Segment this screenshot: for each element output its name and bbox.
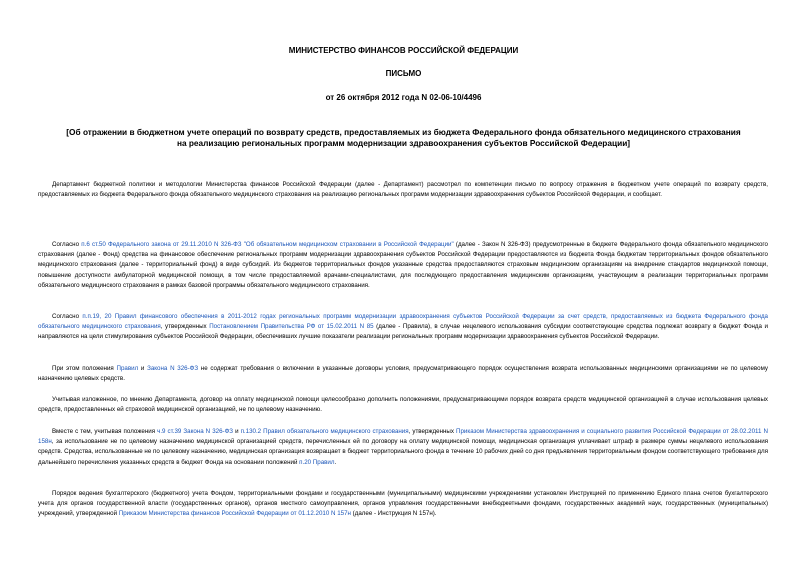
paragraph-4	[38, 364, 768, 384]
p3-text-1: Согласно	[52, 313, 83, 320]
p2-link-law-326[interactable]: п.6 ст.50 Федерального закона от 29.11.2010 N 326-ФЗ "Об обязательном медицинском страховании в Российской Федерации"	[81, 241, 454, 248]
ministry-heading: МИНИСТЕРСТВО ФИНАНСОВ РОССИЙСКОЙ ФЕДЕРАЦИИ	[288, 46, 519, 55]
document-type: ПИСЬМО	[385, 69, 422, 78]
paragraph-1	[38, 180, 768, 200]
p4-text-2: и	[138, 365, 148, 372]
paragraph-6	[38, 427, 768, 468]
p2-text-2: (далее - Закон N 326-ФЗ) предусмотренные в бюджете Федерального фонда обязательного медицинского страхования (далее - Фонд) средства на финансовое обеспечение региональных программ модернизации здравоохранения субъектов Российской Федерации предоставляются из бюджета Фонда бюджетам территориальных фондов обязательного медицинского страхования (далее - территориальный фонд) в виде субсидий. Из бюджетов территориальных фондов указанные средства предоставляются страховым медицинским организациям на внедрение стандартов медицинской помощи, повышение доступности амбулаторной медицинской помощи, в том числе предоставляемой врачами-специалистами, для последующего предоставления медицинским организациям, участвующим в реализации территориальных программ обязательного медицинского страхования в рамках базовой программы обязательного медицинского страхования.	[38, 241, 768, 289]
document-date-number: от 26 октября 2012 года N 02-06-10/4496	[325, 93, 482, 102]
p3-text-2: , утвержденных	[160, 323, 210, 331]
p6-text-5: .	[334, 458, 337, 466]
p7-text-1: Порядок ведения бухгалтерского (бюджетного) учета Фондом, территориальными фондами и государственными (муниципальными) медицинскими учреждениями установлен Инструкцией по применению Единого плана счетов бухгалтерского учета для органов государственной власти (государственных органов), органов местного самоуправления, органов управления государственными внебюджетными фондами, государственных академий наук, государственных (муниципальных) учреждений, утвержденной	[38, 490, 768, 518]
p6-text-2: и	[233, 428, 241, 435]
p4-text-1: При этом положения	[52, 365, 117, 372]
p7-text-2: (далее - Инструкция N 157н).	[350, 510, 437, 518]
p6-text-1: Вместе с тем, учитывая положения	[52, 428, 158, 435]
document-title-line-1: [Об отражении в бюджетном учете операций по возврату средств, предоставляемых из бюджета Федерального фонда обязательного медицинского страхования	[66, 127, 741, 137]
p6-text-4: , за использование не по целевому назначению медицинской организацией средств, перечисленных ей по договору на оплату медицинской помощи, медицинская организация уплачивает штраф в размере суммы нецелевого использования средств. Средства, использованные не по целевому назначению, медицинская организация возвращает в бюджет территориального фонда в течение 10 рабочих дней со дня предъявления территориальным фондом соответствующего требования для дальнейшего перечисления указанных средств в бюджет Фонда на основании положений	[38, 438, 768, 466]
p3-text-3: (далее - Правила), в случае нецелевого использования субсидии соответствующие средства подлежат возврату в бюджет Фонда и направляются на цели стимулирования субъектов Российской Федерации, обеспечивших лучшие показатели реализации региональных программ модернизации здравоохранения субъектов Российской Федерации.	[38, 323, 768, 341]
paragraph-5-text: Учитывая изложенное, по мнению Департамента, договор на оплату медицинской помощи целесообразно дополнить положениями, предусматривающими порядок возврата средств медицинской организацией в случае использования целевых средств, предоставленных ей страховой медицинской организацией, не по целевому назначению.	[38, 396, 768, 414]
p2-text-1: Согласно	[52, 241, 82, 248]
paragraph-5	[38, 395, 768, 415]
p4-link-rules[interactable]: Правил	[116, 365, 139, 372]
paragraph-3	[38, 312, 768, 343]
p3-link-resolution-85[interactable]: Постановлением Правительства РФ от 15.02.2011 N 85	[209, 323, 374, 331]
p6-link-order-158n[interactable]: Приказом Министерства здравоохранения и социального развития Российской Федерации от 28.02.2011 N 158н	[38, 428, 768, 446]
p6-link-oms-rules[interactable]: п.130.2 Правил обязательного медицинского страхования	[240, 428, 409, 435]
p6-text-3: , утвержденных	[408, 428, 457, 435]
paragraph-1-text: Департамент бюджетной политики и методологии Министерства финансов Российской Федерации (далее - Департамент) рассмотрел по компетенции письмо по вопросу отражения в бюджетном учете операций по возврату средств, предоставляемых из бюджета Федерального фонда обязательного медицинского страхования на реализацию региональных программ модернизации здравоохранения субъектов Российской Федерации, и сообщает.	[38, 181, 768, 199]
document-title-line-2: на реализацию региональных программ модернизации здравоохранения субъектов Российской Федерации]	[176, 138, 631, 148]
p4-text-3: не содержат требования о включении в указанные договоры условия, предусматривающего порядок осуществления возврата использованных медицинскими организациями не по целевому назначению целевых средств.	[38, 365, 768, 383]
p6-link-law-article-39[interactable]: ч.9 ст.39 Закона N 326-ФЗ	[157, 428, 234, 435]
p3-link-rules[interactable]: п.п.19, 20 Правил финансового обеспечения в 2011-2012 годах региональных программ модернизации здравоохранения субъектов Российской Федерации за счет средств, предоставляемых из бюджета Федерального фонда обязательного медицинского страхования	[38, 313, 768, 331]
document-title	[40, 127, 767, 149]
p6-link-rules-p20[interactable]: п.20 Правил	[299, 458, 335, 466]
paragraph-2	[38, 240, 768, 291]
paragraph-7	[38, 489, 768, 520]
p7-link-order-157n[interactable]: Приказом Министерства финансов Российской Федерации от 01.12.2010 N 157н	[118, 510, 351, 518]
p4-link-law-326[interactable]: Закона N 326-ФЗ	[147, 365, 199, 372]
